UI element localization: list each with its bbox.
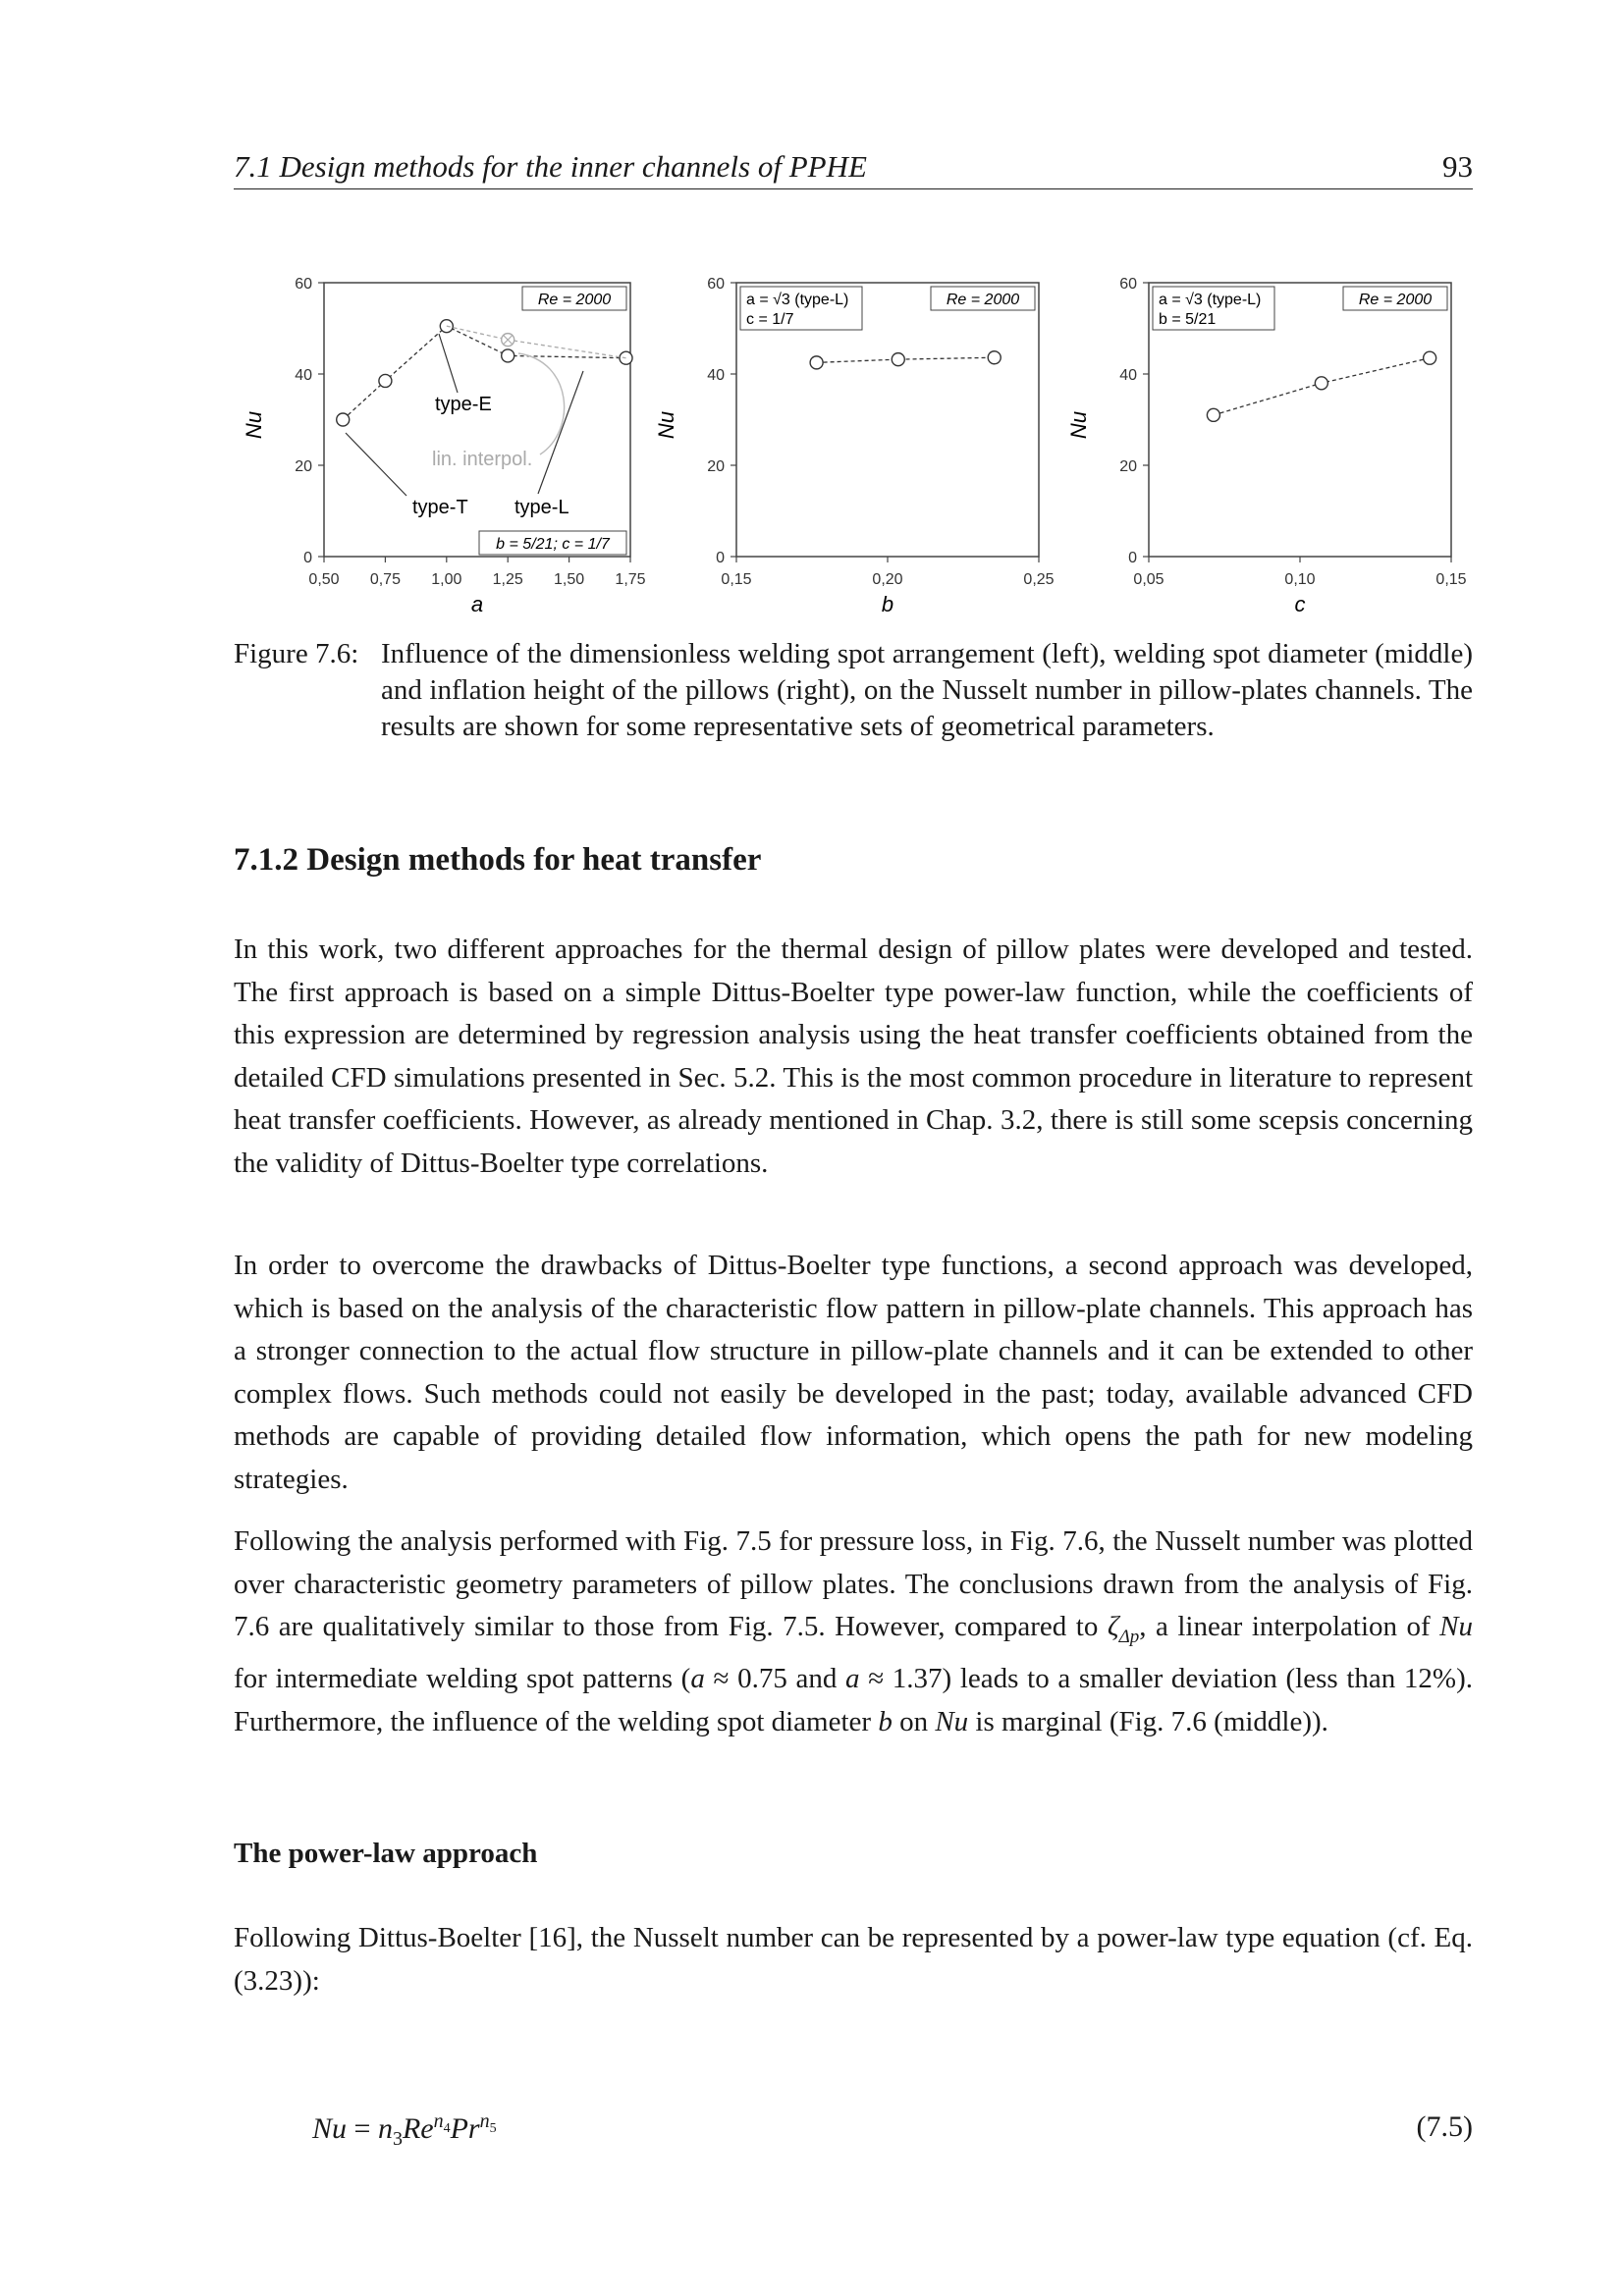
x-tick-label: 0,50 <box>308 571 340 588</box>
annotation-type-t: type-T <box>412 497 468 518</box>
chart-left-nu-vs-a <box>234 263 646 616</box>
params-box-line-1: a = √3 (type-L) <box>1159 292 1262 308</box>
y-tick-label: 0 <box>716 550 725 566</box>
y-tick-label: 60 <box>295 276 312 293</box>
paragraph-1: In this work, two different approaches for the thermal design of pillow plates were developed and tested. The first approach is based on a simple Dittus-Boelter type power-law function, while the coefficients of this expression are determined by regression analysis using the heat transfer coefficients obtained from the detailed CFD simulations presented in Sec. 5.2. This is the most common procedure in literature to represent heat transfer coefficients. However, as already mentioned in Chap. 3.2, there is still some scepsis concerning the validity of Dittus-Boelter type correlations. <box>234 934 1473 1179</box>
x-tick-label: 0,25 <box>1023 571 1055 588</box>
y-axis-label: Nu <box>242 410 266 440</box>
eq-re-exp: n <box>433 2110 444 2132</box>
annotation-type-e: type-E <box>435 394 492 415</box>
x-tick-label: 0,15 <box>721 571 752 588</box>
y-tick-label: 0 <box>303 550 312 566</box>
p3-text-4: ≈ 0.75 and <box>704 1663 846 1695</box>
eq-n3: n <box>377 2112 393 2145</box>
p3-text-1: Following the analysis performed with Fig. 7.5 for pressure loss, in Fig. 7.6, the Nusselt number was plotted over characteristic geometry parameters of pillow plates. The conclusions drawn from the analysis of Fig. 7.6 are qualitatively similar to those from Fig. 7.5. However, compared to <box>234 1525 1473 1642</box>
data-point <box>1207 408 1219 421</box>
x-tick-label: 0,15 <box>1435 571 1467 588</box>
chart-right-nu-vs-c <box>1058 263 1471 616</box>
x-tick-label: 1,25 <box>492 571 523 588</box>
paragraph-2: In order to overcome the drawbacks of Dittus-Boelter type functions, a second approach was developed, which is based on the analysis of the characteristic flow pattern in pillow-plate channels. This approach has a stronger connection to the actual flow structure in pillow-plate channels and it can be extended to other complex flows. Such methods could not easily be developed in the past; today, available advanced CFD methods are capable of providing detailed flow information, which opens the path for new modeling strategies. <box>234 1250 1473 1495</box>
re-box-label: Re = 2000 <box>1358 292 1433 308</box>
y-tick-label: 40 <box>707 367 725 384</box>
caption-text: Influence of the dimensionless welding spot arrangement (left), welding spot diameter (middle) and inflation height of the pillows (right), on the Nusselt number in pillow-plates channels. The results are shown for some representative sets of geometrical parameters. <box>381 638 1473 742</box>
y-tick-label: 60 <box>1119 276 1137 293</box>
data-point <box>1315 377 1327 390</box>
x-tick-label: 1,75 <box>615 571 646 588</box>
header-title: 7.1 Design methods for the inner channels of PPHE <box>234 149 867 184</box>
data-point <box>810 356 823 369</box>
eq-pr-exp-sub: 5 <box>489 2121 497 2136</box>
series-line <box>447 326 626 358</box>
x-tick-label: 1,00 <box>431 571 462 588</box>
eq-equals: = <box>347 2112 378 2145</box>
x-axis-label: a <box>470 592 484 616</box>
params-box-line-1: a = √3 (type-L) <box>746 292 849 308</box>
paragraph-3 <box>234 1521 1473 1743</box>
section-heading: 7.1.2 Design methods for heat transfer <box>234 842 762 878</box>
a-symbol-1: a <box>690 1663 705 1695</box>
x-axis-label: b <box>881 592 894 616</box>
subsection-heading: The power-law approach <box>234 1838 538 1869</box>
arrow-type-t <box>346 433 406 496</box>
y-tick-label: 60 <box>707 276 725 293</box>
params-box-line-2: b = 5/21 <box>1159 311 1217 328</box>
arrow-type-l <box>538 371 583 494</box>
data-point <box>988 351 1001 364</box>
data-point <box>337 413 350 426</box>
data-point <box>620 351 632 364</box>
eq-nu: Nu <box>312 2112 348 2145</box>
caption-label: Figure 7.6: <box>234 638 359 669</box>
page-number: 93 <box>1442 149 1473 184</box>
y-axis-label: Nu <box>1066 410 1091 440</box>
eq-re-exp-sub: 4 <box>443 2121 451 2136</box>
data-point <box>440 320 453 333</box>
p3-text-7: is marginal (Fig. 7.6 (middle)). <box>968 1705 1328 1737</box>
paragraph-4: Following Dittus-Boelter [16], the Nusselt number can be represented by a power-law type equation (cf. Eq. (3.23)): <box>234 1922 1473 1997</box>
params-box-line-2: c = 1/7 <box>746 311 794 328</box>
a-symbol-2: a <box>845 1663 860 1695</box>
x-tick-label: 0,10 <box>1284 571 1316 588</box>
y-axis-label: Nu <box>654 410 678 440</box>
p3-text-5: ≈ 1.37) leads to a smaller deviation (less than 12%). Furthermore, the influence of the welding spot diameter <box>234 1663 1473 1737</box>
p3-text-3: for intermediate welding spot patterns ( <box>234 1663 691 1695</box>
arrow-lin-interpol <box>518 353 565 454</box>
equation-number: (7.5) <box>1416 2110 1473 2143</box>
equation-formula <box>312 2110 497 2151</box>
x-axis-label: c <box>1294 592 1306 616</box>
b-symbol: b <box>878 1705 893 1737</box>
nu-symbol-2: Nu <box>935 1705 969 1737</box>
eq-re: Re <box>402 2112 434 2145</box>
eq-n3-sub: 3 <box>392 2128 403 2150</box>
data-point <box>502 349 514 362</box>
p3-text-2: , a linear interpolation of <box>1139 1611 1440 1642</box>
zeta-symbol: ζ <box>1107 1611 1119 1642</box>
equation-7-5 <box>312 2110 1473 2151</box>
annotation-lin-interpol: lin. interpol. <box>432 449 533 470</box>
data-point <box>379 374 392 387</box>
running-header <box>234 149 1473 189</box>
data-point <box>892 353 904 366</box>
figure-7-6 <box>234 263 1473 616</box>
y-tick-label: 40 <box>1119 367 1137 384</box>
p3-text-6: on <box>892 1705 936 1737</box>
x-tick-label: 1,50 <box>554 571 585 588</box>
zeta-subscript: Δp <box>1118 1626 1140 1647</box>
re-box-label: Re = 2000 <box>946 292 1020 308</box>
params-box-label: b = 5/21; c = 1/7 <box>496 536 610 553</box>
data-point <box>1424 351 1436 364</box>
eq-pr-exp: n <box>479 2110 490 2132</box>
x-tick-label: 0,75 <box>369 571 401 588</box>
chart-middle-nu-vs-b <box>646 263 1058 616</box>
plot-frame <box>324 283 630 557</box>
y-tick-label: 20 <box>707 458 725 475</box>
x-tick-label: 0,20 <box>872 571 903 588</box>
series-line <box>817 357 995 362</box>
arrow-type-e <box>439 334 458 393</box>
y-tick-label: 20 <box>1119 458 1137 475</box>
y-tick-label: 20 <box>295 458 312 475</box>
annotation-type-l: type-L <box>514 497 569 518</box>
nu-symbol-1: Nu <box>1439 1611 1473 1642</box>
figure-caption <box>234 636 1473 745</box>
y-tick-label: 40 <box>295 367 312 384</box>
y-tick-label: 0 <box>1128 550 1137 566</box>
eq-pr: Pr <box>450 2112 480 2145</box>
re-box-label: Re = 2000 <box>537 292 612 308</box>
x-tick-label: 0,05 <box>1133 571 1164 588</box>
